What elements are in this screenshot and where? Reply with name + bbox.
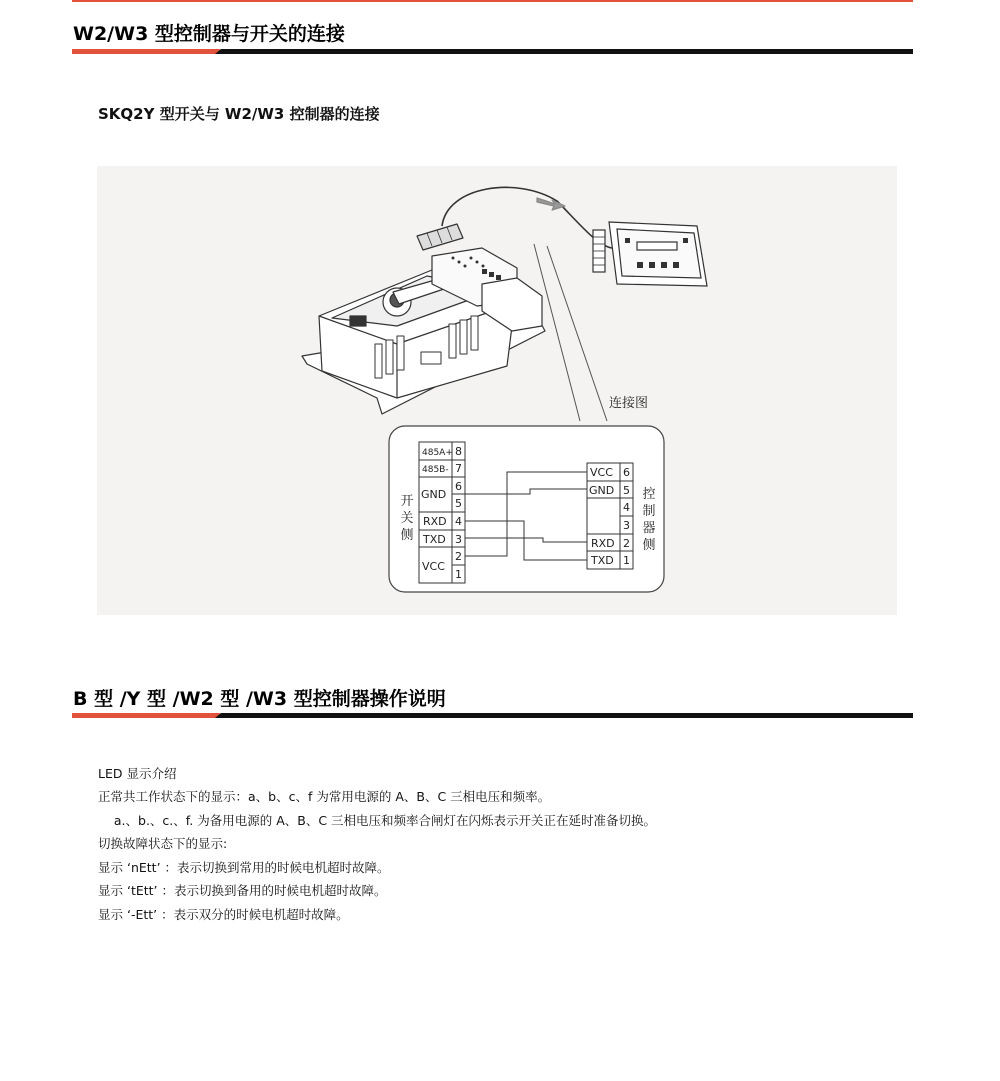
left-side-label — [400, 494, 413, 543]
svg-text:开: 开 — [400, 494, 414, 509]
left-terminal-number: 3 — [455, 533, 462, 546]
svg-text:侧: 侧 — [642, 538, 656, 553]
fault-heading: 切换故障状态下的显示: — [98, 836, 228, 851]
left-terminal-label: VCC — [422, 560, 445, 573]
right-terminal-number: 1 — [623, 554, 630, 567]
svg-text:制: 制 — [642, 504, 656, 519]
left-terminal-label: 485A+ — [422, 448, 453, 458]
section-title-operation: B 型 /Y 型 /W2 型 /W3 型控制器操作说明 — [73, 688, 446, 710]
left-terminal-number: 1 — [455, 568, 462, 581]
right-terminal-label: GND — [589, 484, 615, 497]
left-terminal-number: 7 — [455, 462, 462, 475]
fault-line: 显示 ‘tEtt’ ：表示切换到备用的时候电机超时故障。 — [98, 883, 387, 898]
connection-figure — [97, 166, 897, 615]
section-title-underline — [72, 713, 913, 718]
right-terminal-number: 5 — [623, 484, 630, 497]
svg-text:侧: 侧 — [400, 528, 414, 543]
left-terminal-label: TXD — [423, 533, 446, 546]
left-terminal-label: 485B- — [422, 465, 449, 475]
description-line: a.、b.、c.、f. 为备用电源的 A、B、C 三相电压和频率合闸灯在闪烁表示开关正在延时准备切换。 — [98, 813, 657, 828]
left-terminal-label: RXD — [423, 515, 447, 528]
section-title-connection: W2/W3 型控制器与开关的连接 — [73, 23, 345, 45]
fault-line: 显示 ‘nEtt’ ：表示切换到常用的时候电机超时故障。 — [98, 860, 390, 875]
right-terminal-label: VCC — [590, 466, 613, 479]
right-terminal-number: 4 — [623, 501, 630, 514]
left-terminal-number: 4 — [455, 515, 462, 528]
svg-text:控: 控 — [642, 487, 656, 502]
led-intro-heading: LED 显示介绍 — [98, 766, 177, 781]
description-line: 正常共工作状态下的显示：a、b、c、f 为常用电源的 A、B、C 三相电压和频率。 — [98, 789, 551, 804]
left-terminal-number: 8 — [455, 445, 462, 458]
callout-label: 连接图 — [609, 396, 649, 411]
section-title-underline — [72, 49, 913, 54]
right-terminal-label: RXD — [591, 537, 615, 550]
right-terminal-number: 2 — [623, 537, 630, 550]
subtitle: SKQ2Y 型开关与 W2/W3 控制器的连接 — [98, 105, 380, 123]
right-terminal-number: 3 — [623, 519, 630, 532]
svg-text:关: 关 — [400, 511, 414, 526]
left-terminal-label: GND — [421, 488, 447, 501]
fault-line: 显示 ‘-Ett’ ：表示双分的时候电机超时故障。 — [98, 907, 349, 922]
left-terminal-number: 2 — [455, 550, 462, 563]
svg-text:器: 器 — [642, 521, 656, 536]
left-terminal-number: 6 — [455, 480, 462, 493]
top-rule — [72, 0, 913, 2]
remote-controller-illustration — [593, 222, 707, 286]
right-terminal-label: TXD — [591, 554, 614, 567]
right-terminal-number: 6 — [623, 466, 630, 479]
left-terminal-number: 5 — [455, 497, 462, 510]
